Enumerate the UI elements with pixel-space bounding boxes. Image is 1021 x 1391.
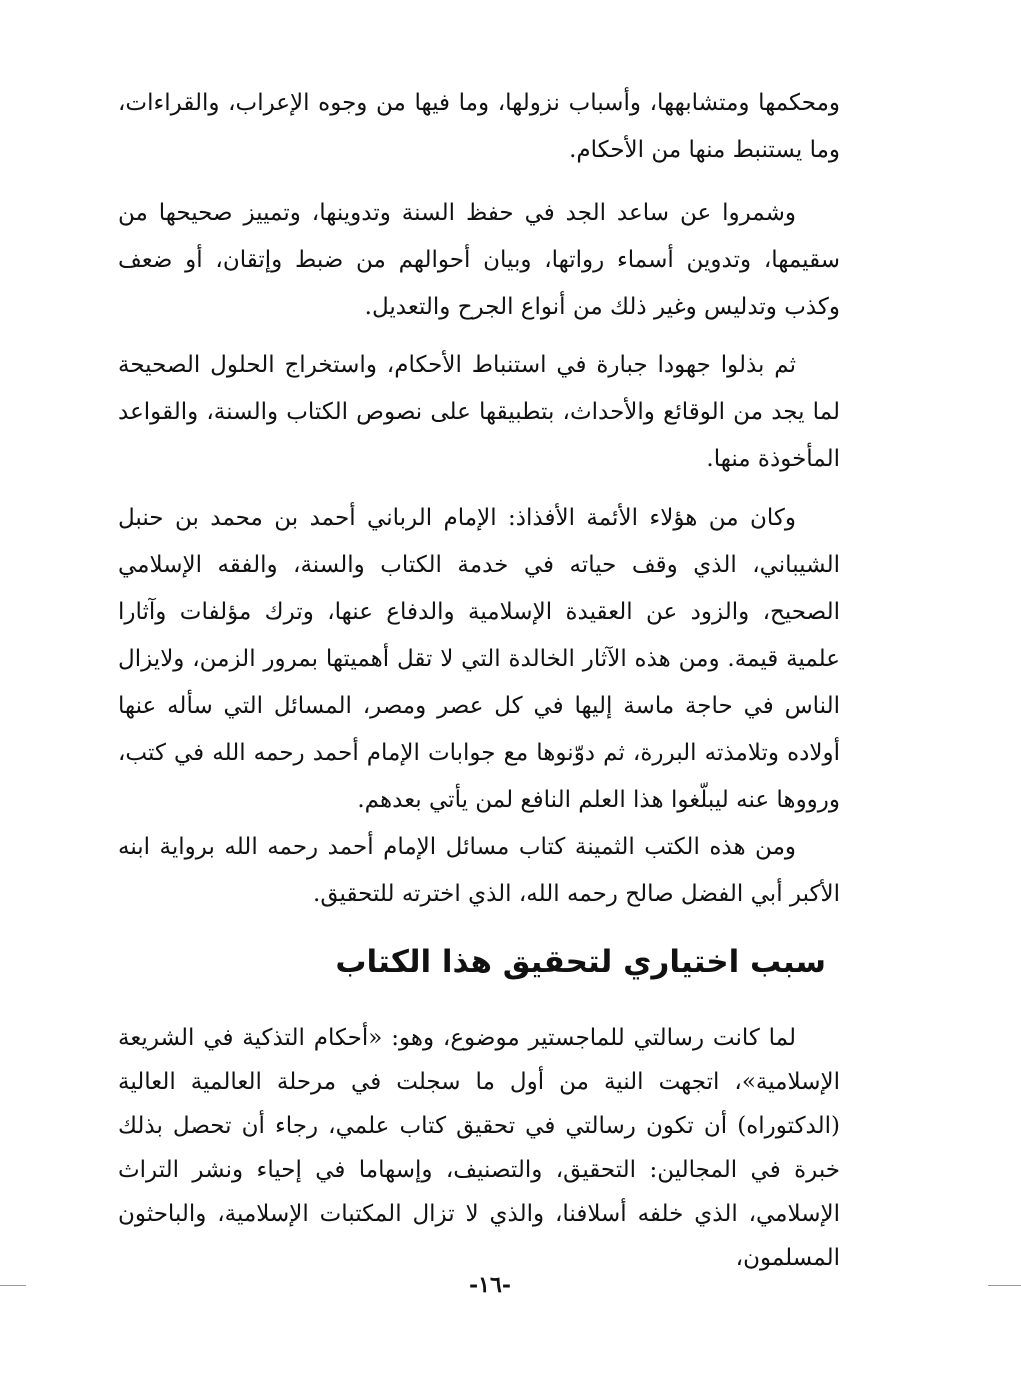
paragraph-reason: لما كانت رسالتي للماجستير موضوع، وهو: «أحكام التذكية في الشريعة الإسلامية»، اتجهت النية من أول ما سجلت في مرحلة العالمية العالية (الدكتوراه) أن تكون رسالتي في تحقيق كتاب علمي، رجاء أن تحصل بذلك خبرة في المجالين: التحقيق، والتصنيف، وإسهاما في إحياء ونشر التراث الإسلامي، الذي خلفه أسلافنا، والذي لا تزال المكتبات الإسلامية، والباحثون المسلمون، (118, 1025, 840, 1271)
scan-edge-mark-right (988, 1285, 1021, 1286)
paragraph-imam-ahmad: وكان من هؤلاء الأئمة الأفذاذ: الإمام الرباني أحمد بن محمد بن حنبل الشيباني، الذي وقف حياته في خدمة الكتاب والسنة، والفقه الإسلامي الصحيح، والزود عن العقيدة الإسلامية والدفاع عنها، وترك مؤلفات وآثارا علمية قيمة. ومن هذه الآثار الخالدة التي لا تقل أهميتها بمرور الزمن، ولايزال الناس في حاجة ماسة إليها في كل عصر ومصر، المسائل التي سأله عنها أولاده وتلامذته البررة، ثم دوّنوها مع جوابات الإمام أحمد رحمه الله في كتب، ورووها عنه ليبلّغوا هذا العلم النافع لمن يأتي بعدهم. (118, 505, 840, 813)
paragraph-quran-sciences: ومحكمها ومتشابهها، وأسباب نزولها، وما فيها من وجوه الإعراب، والقراءات، وما يستنبط منها من الأحكام. (118, 90, 840, 163)
scan-edge-mark-left (0, 1285, 26, 1286)
section-heading: سبب اختياري لتحقيق هذا الكتاب (335, 944, 826, 980)
paragraph-fiqh-efforts: ثم بذلوا جهودا جبارة في استنباط الأحكام، واستخراج الحلول الصحيحة لما يجد من الوقائع والأحداث، بتطبيقها على نصوص الكتاب والسنة، والقواعد المأخوذة منها. (118, 352, 840, 472)
paragraph-sunnah-preservation: وشمروا عن ساعد الجد في حفظ السنة وتدوينها، وتمييز صحيحها من سقيمها، وتدوين أسماء رواتها، وبيان أحوالهم من ضبط وإتقان، أو ضعف وكذب وتدليس وغير ذلك من أنواع الجرح والتعديل. (118, 200, 840, 320)
paragraph-book-choice: ومن هذه الكتب الثمينة كتاب مسائل الإمام أحمد رحمه الله برواية ابنه الأكبر أبي الفضل صالح رحمه الله، الذي اخترته للتحقيق. (118, 834, 840, 907)
page-number: -١٦- (469, 1272, 511, 1298)
